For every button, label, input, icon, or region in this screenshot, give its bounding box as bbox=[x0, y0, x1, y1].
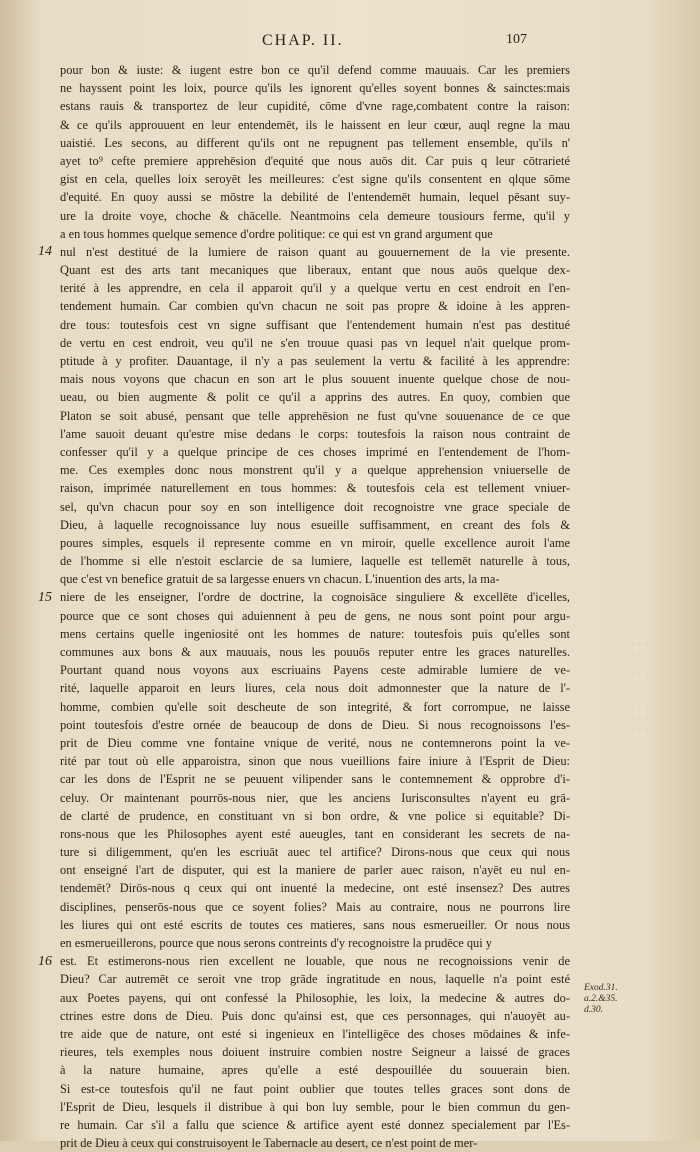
text-line: de vertu en cest endroit, veu qu'il ne s'en trouue quasi pas vn lequel n'ait quelque prom- bbox=[60, 335, 570, 350]
text-line: l'ame sauoit deuant qu'estre mise dedans le corps: toutesfois la raison nous contraint de bbox=[60, 426, 570, 441]
text-line: uaistié. Les secons, au different qu'ils ont ne repugnent pas tellement ensemble, qu'ils n' bbox=[60, 135, 570, 150]
text-line: prit de Dieu comme vne fontaine vnique de verité, nous ne contemnerons point la ve- bbox=[60, 735, 570, 750]
text-line: rieures, tels exemples nous doiuent instruire combien nostre Seigneur a laissé de graces bbox=[60, 1045, 570, 1060]
text-line: ture si diligemment, qu'en les escriuāt auec tel artifice? Dirons-nous que ceux qui nous bbox=[60, 845, 570, 860]
text-line: est. Et estimerons-nous rien excellent ne louable, que nous ne recognoissions venir de bbox=[60, 954, 570, 969]
text-line: d'equité. En quoy aussi se mōstre la debilité de l'entendemēt humain, lequel pēsant suy- bbox=[60, 190, 570, 205]
text-line: ctrines estre dons de Dieu. Puis donc qu'ainsi est, que ces personnages, qui n'auoyēt au- bbox=[60, 1008, 570, 1023]
section-number: 16 bbox=[38, 953, 52, 969]
running-title: CHAP. II. bbox=[262, 32, 344, 49]
text-line: tendemēt? Dirōs-nous q ceux qui ont inuenté la medecine, ont esté insensez? Des autres bbox=[60, 881, 570, 896]
section-number: 14 bbox=[38, 244, 52, 259]
text-line: car les dons de l'Esprit ne se peuuent vilipender sans le contemnement & opprobre d'i- bbox=[60, 772, 570, 787]
bleed-through-marks: · · · · · · · · · · bbox=[632, 640, 656, 679]
text-line: re humain. Car s'il a fallu que science & artifice ayent esté donnez specialement par l'Es- bbox=[60, 1117, 570, 1132]
text-line: ure la droite voye, choche & chācelle. Neantmoins cela demeure tousiours ferme, qu'il y bbox=[60, 208, 570, 223]
text-line: tendement humain. Car combien qu'vn chacun ne soit pas propre & idoine à les appren- bbox=[60, 299, 570, 314]
margin-note-line: a.2.&35. bbox=[584, 994, 618, 1004]
text-line: Dieu? Car autremēt ce seroit vne trop grāde ingratitude en nous, laquelle n'a point esté bbox=[60, 972, 570, 987]
text-line: que c'est vn benefice gratuit de sa largesse enuers vn chacun. L'inuention des arts, la ma- bbox=[60, 572, 500, 587]
page-header bbox=[0, 32, 700, 56]
text-line: Pourtant quand nous voyons aux escriuains Payens ceste admirable lumiere de ve- bbox=[60, 663, 570, 678]
text-line: point toutesfois d'estre ornée de beaucoup de dons de Dieu. Si nous recognoissons l'es- bbox=[60, 717, 570, 732]
text-line: pour bon & iuste: & iugent estre bon ce qu'il defend comme mauuais. Car les premiers bbox=[60, 63, 570, 77]
text-line: de l'homme si elle n'estoit esclarcie de sa lumiere, laquelle est tellemēt naturelle à tous, bbox=[60, 554, 570, 569]
text-line: raison, imprimée naturellement en tous hommes: & toutesfois cela est tellement vniuer- bbox=[60, 481, 570, 496]
text-line: estans rauis & transportez de leur cupidité, cōme d'vne rage,combatent contre la raison: bbox=[60, 99, 570, 114]
margin-note-line: d.30. bbox=[584, 1005, 603, 1015]
text-line: dre tous: toutesfois cest vn signe suffisant que l'entendement humain n'est pas destitué bbox=[60, 317, 570, 332]
text-line: ueau, ou bien augmente & polit ce qu'il a apprins des autres. En quoy, combien que bbox=[60, 390, 570, 405]
text-line: mais nous voyons que chacun en son art le plus souuent inuente quelque chose de nou- bbox=[60, 372, 570, 387]
text-line: rité par tout où elle apparoistra, sinon que nous vueillions faire iniure à l'Esprit de Dieu: bbox=[60, 754, 570, 769]
text-line: a en tous hommes quelque semence d'ordre politique: ce qui est vn grand argument que bbox=[60, 226, 493, 241]
text-line: Quant est des arts tant mecaniques que liberaux, entant que nous auōs quelque dex- bbox=[60, 263, 570, 278]
text-line: me. Ces exemples donc nous monstrent qu'il y a quelque apprehension vniuerselle de bbox=[60, 463, 570, 478]
text-line: gist en cela, quelles loix seroyēt les meilleures: c'est signe qu'ils consentent en qlque sōme bbox=[60, 172, 570, 187]
text-line: terité à les apprendre, en cela il apparoit qu'il y a quelque vertu en cest endroit en l'en- bbox=[60, 281, 570, 296]
text-line: communes aux bons & aux mauuais, nous les pouuōs reputer entre les graces naturelles. bbox=[60, 645, 570, 659]
text-line: Dieu, à laquelle recognoissance luy nous esueille suffisamment, en creant des fols & bbox=[60, 517, 570, 532]
page-number: 107 bbox=[506, 32, 527, 47]
text-line: à la nature humaine, apres qu'elle a esté despouillée du souuerain bien. bbox=[60, 1063, 570, 1078]
text-line: de clarté de prudence, en constituant vn si bon ordre, & vne police si equitable? Di- bbox=[60, 808, 570, 823]
text-line: nul n'est destitué de la lumiere de raison quant au gouuernement de la vie presente. bbox=[60, 244, 570, 259]
text-line: Si est-ce toutesfois qu'il ne faut point oublier que toutes telles graces sont dons de bbox=[60, 1081, 570, 1096]
text-line: confesser qu'il y a quelque principe de ces choses imprimé en l'entendement de l'hom- bbox=[60, 444, 570, 459]
margin-note bbox=[584, 983, 624, 1016]
text-line: aux Poetes payens, qui ont confessé la Philosophie, les loix, la medecine & autres do- bbox=[60, 990, 570, 1005]
text-line: poures simples, esquels il represente comme en vn miroir, quelle excellence auroit l'ame bbox=[60, 535, 570, 550]
text-line: homme, combien qu'elle soit descheute de son integrité, & fort corrompue, ne laisse bbox=[60, 699, 570, 714]
text-line: mens certains quelle ingeniosité ont les hommes de nature: toutesfois puis qu'elles sont bbox=[60, 626, 570, 641]
section-number: 15 bbox=[38, 589, 52, 605]
bleed-through-marks: · · · · · · · · · · · bbox=[632, 705, 656, 734]
text-line: sel, qu'vn chacun pour soy en son intelligence doit recognoistre vne grace speciale de bbox=[60, 499, 570, 514]
text-line: ne hayssent point les loix, pource qu'ils les ignorent qu'elles soyent bonnes & sainctes:mais bbox=[60, 81, 570, 96]
text-line: rité, laquelle apparoit en leurs liures, cela nous doit admonnester que la nature de l'- bbox=[60, 681, 570, 696]
text-line: en esmerueillerons, pource que nous serons contreints d'y recognoistre la prudēce qui y bbox=[60, 936, 492, 950]
text-line: Platon se soit abusé, pensant que telle apprehēsion ne fust qu'vne souuenance de ce que bbox=[60, 408, 570, 423]
body-text bbox=[60, 61, 570, 1152]
text-line: ayet to⁹ cefte premiere apprehēsion d'equité que nous auōs dit. Car puis q leur cōtrarieté bbox=[60, 153, 570, 168]
margin-note-line: Exod.31. bbox=[584, 983, 618, 993]
text-line: les liures qui ont esté escrits de toutes ces matieres, sans nous esmerueiller. Or nous nous bbox=[60, 917, 570, 932]
text-line: prit de Dieu à ceux qui construisoyent le Tabernacle au desert, ce n'est point de mer- bbox=[60, 1136, 478, 1151]
text-line: pource que ce sont choses qui aduiennent à peu de gens, ne nous sont point pour argu- bbox=[60, 608, 570, 623]
text-line: ont enseigné l'art de disputer, qui est la maniere de parler auec raison, n'ayēt eu nul en- bbox=[60, 863, 570, 878]
text-line: ptitude à y profiter. Dauantage, il n'y a pas seulement la vertu & facilité à les apprendre: bbox=[60, 354, 570, 368]
text-line: rons-nous que les Philosophes ayent esté aueugles, tant en considerant les secrets de na- bbox=[60, 826, 570, 841]
text-line: niere de les enseigner, l'ordre de doctrine, la cognoisāce singuliere & excellēte d'icelles, bbox=[60, 590, 570, 605]
text-line: celuy. Or maintenant pourrōs-nous nier, que les anciens Iurisconsultes n'ayent eu grā- bbox=[60, 790, 570, 805]
text-line: tre aide que de nature, ont esté si ingenieux en l'intelligēce des choses mōdaines & infe- bbox=[60, 1026, 570, 1041]
text-line: l'Esprit de Dieu, lesquels il distribue à qui bon luy semble, pour le bien commun du gen- bbox=[60, 1099, 570, 1114]
text-line: disciplines, penserōs-nous que ce soyent folies? Mais au contraire, nous ne pourrons lire bbox=[60, 899, 570, 914]
text-line: & ce qu'ils approuuent en leur entendemēt, ils le haissent en leur cœur, auql regne la mau bbox=[60, 117, 570, 132]
